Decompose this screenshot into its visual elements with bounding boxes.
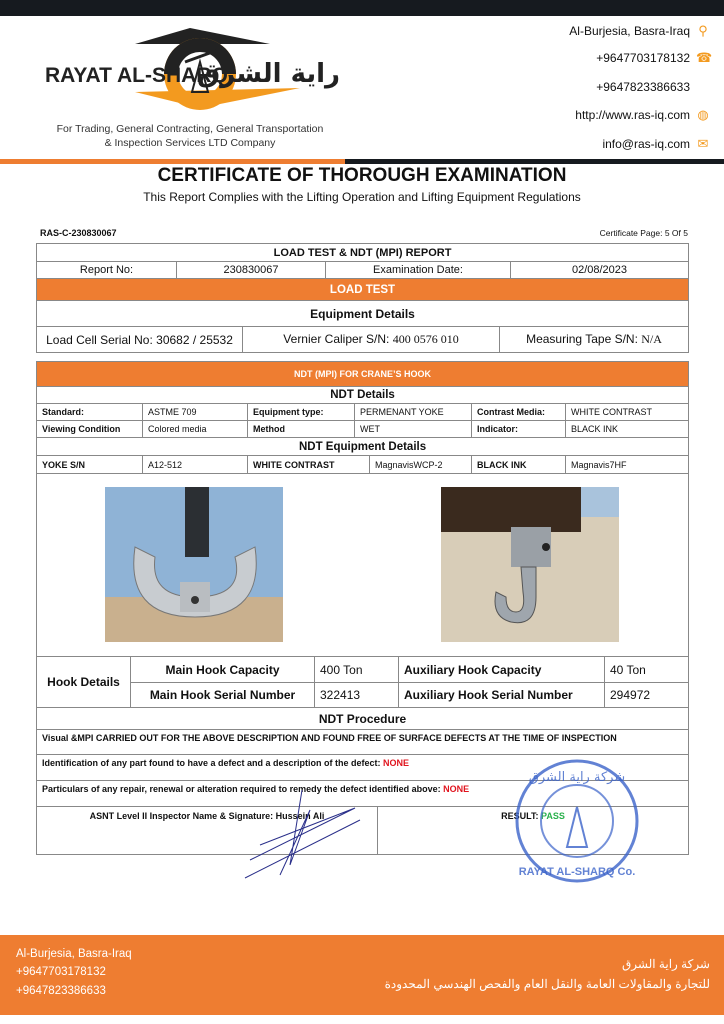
aux-hook-capacity: 40 Ton: [605, 657, 689, 683]
tagline-line: For Trading, General Contracting, General Transportation: [56, 123, 324, 135]
footer-company-ar: شركة راية الشرق: [621, 957, 710, 971]
hook-photo-main: [105, 487, 283, 642]
vernier-caliper-serial: Vernier Caliper S/N: 400 0576 010: [243, 327, 500, 353]
exam-date-label: Examination Date:: [326, 262, 511, 279]
ndt-heading: NDT (MPI) FOR CRANE’S HOOK: [37, 362, 689, 387]
cell: Viewing Condition: [37, 421, 143, 438]
equipment-serials-table: [36, 326, 689, 353]
report-no-label: Report No:: [37, 262, 177, 279]
company-stamp: [512, 757, 642, 885]
visual-inspection-text: Visual &MPI CARRIED OUT FOR THE ABOVE DESCRIPTION AND FOUND FREE OF SURFACE DEFECTS AT THE TIME OF INSPECTION: [37, 730, 689, 755]
inspector-signature: ASNT Level II Inspector Name & Signature: Hussein Ali: [37, 807, 378, 855]
cell: Colored media: [143, 421, 248, 438]
divider-dark: [345, 159, 724, 164]
cell: Standard:: [37, 404, 143, 421]
cell: Magnavis7HF: [566, 456, 689, 474]
aux-hook-serial: 294972: [605, 683, 689, 708]
footer-phone: +9647703178132: [16, 966, 106, 978]
cell: Contrast Media:: [472, 404, 566, 421]
main-hook-serial-label: Main Hook Serial Number: [131, 683, 315, 708]
globe-icon: ◍: [697, 107, 709, 122]
cell: Equipment type:: [248, 404, 355, 421]
cell: YOKE S/N: [37, 456, 143, 474]
contact-website[interactable]: http://www.ras-iq.com ◍: [575, 107, 709, 122]
svg-text:RAYAT AL-SHARQ: RAYAT AL-SHARQ: [45, 64, 228, 87]
exam-date: 02/08/2023: [511, 262, 689, 279]
cell: Indicator:: [472, 421, 566, 438]
page-title: CERTIFICATE OF THOROUGH EXAMINATION: [157, 165, 567, 186]
cell: ASTME 709: [143, 404, 248, 421]
cell: MagnavisWCP-2: [370, 456, 472, 474]
defect-identification: Identification of any part found to have a defect and a description of the defect: NONE: [37, 755, 689, 781]
ndt-equipment-heading: NDT Equipment Details: [37, 438, 689, 456]
ndt-row: [37, 421, 689, 438]
company-tagline: [40, 122, 340, 150]
certificate-page: Certificate Page: 5 Of 5: [599, 228, 688, 238]
contact-address: Al-Burjesia, Basra-Iraq ⚲: [569, 24, 710, 38]
cell: Method: [248, 421, 355, 438]
aux-hook-serial-label: Auxiliary Hook Serial Number: [399, 683, 605, 708]
hook-photo-auxiliary: [441, 487, 619, 642]
inspector-signature-scribble: [240, 790, 370, 880]
ndt-procedure-heading: NDT Procedure: [37, 708, 689, 730]
aux-hook-capacity-label: Auxiliary Hook Capacity: [399, 657, 605, 683]
ndt-details-heading: NDT Details: [37, 387, 689, 404]
location-pin-icon: ⚲: [698, 23, 708, 38]
cell: WET: [355, 421, 472, 438]
main-hook-capacity: 400 Ton: [315, 657, 399, 683]
footer-phone: +9647823386633: [16, 985, 106, 997]
cell: PERMENANT YOKE: [355, 404, 472, 421]
top-bar: [0, 0, 724, 16]
divider-orange: [0, 159, 345, 164]
ndt-row: [37, 404, 689, 421]
repair-particulars: Particulars of any repair, renewal or alteration required to remedy the defect identified above: NONE: [37, 781, 689, 807]
result: RESULT: PASS: [378, 807, 689, 855]
hook-details-label: Hook Details: [37, 657, 131, 708]
report-heading: LOAD TEST & NDT (MPI) REPORT: [37, 244, 689, 262]
company-logo: [40, 22, 350, 122]
telephone-icon: ☎: [696, 50, 713, 65]
svg-text:راية الشرق: راية الشرق: [196, 59, 340, 89]
main-hook-capacity-label: Main Hook Capacity: [131, 657, 315, 683]
cell: WHITE CONTRAST: [566, 404, 689, 421]
cell: A12-512: [143, 456, 248, 474]
contact-email[interactable]: info@ras-iq.com ✉: [602, 136, 709, 151]
main-hook-serial: 322413: [315, 683, 399, 708]
equipment-details-heading: Equipment Details: [37, 301, 689, 327]
cell: BLACK INK: [566, 421, 689, 438]
tagline-line: & Inspection Services LTD Company: [104, 137, 276, 149]
measuring-tape-serial: Measuring Tape S/N: N/A: [500, 327, 689, 353]
load-test-table: [36, 243, 689, 327]
svg-text:شركة راية الشرق: شركة راية الشرق: [528, 770, 626, 785]
load-test-heading: LOAD TEST: [37, 279, 689, 301]
cell: BLACK INK: [472, 456, 566, 474]
footer: [0, 935, 724, 1015]
svg-text:RAYAT AL-SHARQ Co.: RAYAT AL-SHARQ Co.: [518, 866, 636, 878]
footer-company-desc-ar: للتجارة والمقاولات العامة والنقل العام والفحص الهندسي المحدودة: [384, 977, 710, 991]
certificate-ref: RAS-C-230830067: [40, 228, 117, 238]
contact-phone2: +9647823386633: [596, 80, 690, 94]
report-no: 230830067: [177, 262, 326, 279]
ndt-table: [36, 361, 689, 456]
page-subtitle: This Report Complies with the Lifting Operation and Lifting Equipment Regulations: [143, 190, 581, 204]
cell: WHITE CONTRAST: [248, 456, 370, 474]
footer-address: Al-Burjesia, Basra-Iraq: [16, 948, 132, 960]
load-cell-serial: Load Cell Serial No: 30682 / 25532: [37, 327, 243, 353]
envelope-icon: ✉: [697, 136, 709, 151]
contact-phone: +9647703178132 ☎: [596, 50, 713, 65]
